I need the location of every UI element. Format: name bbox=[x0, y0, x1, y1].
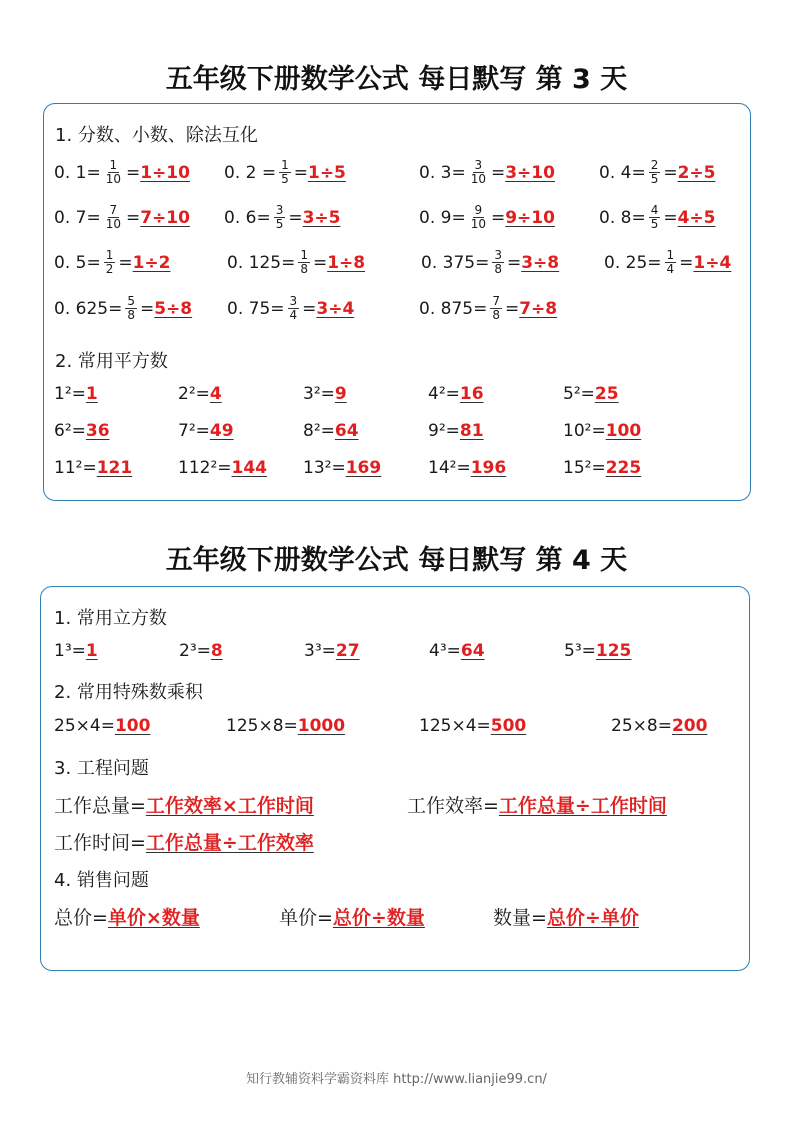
work-formula: 工作总量= 工作效率×工作时间 bbox=[54, 791, 314, 818]
answer: 1÷10 bbox=[140, 162, 190, 183]
section-work-title: 3. 工程问题 bbox=[54, 758, 149, 779]
answer: 单价×数量 bbox=[107, 907, 200, 929]
fraction-item: 0. 6= $\frac{3}{5}$ = 3÷5 bbox=[224, 203, 341, 231]
answer: 1÷8 bbox=[327, 252, 366, 273]
answer: 64 bbox=[460, 641, 485, 661]
answer: 200 bbox=[671, 716, 708, 736]
square-item: 9²= 81 bbox=[428, 421, 484, 441]
square-item: 3²= 9 bbox=[303, 384, 357, 404]
answer: 144 bbox=[231, 458, 268, 478]
answer: 4 bbox=[209, 384, 222, 404]
answer: 1÷2 bbox=[132, 252, 171, 273]
day3-title: 五年级下册数学公式 每日默写 第 3 天 bbox=[165, 64, 628, 95]
answer: 1000 bbox=[297, 716, 346, 736]
work-formula: 工作效率= 工作总量÷工作时间 bbox=[407, 791, 667, 818]
answer: 1÷5 bbox=[307, 162, 346, 183]
answer: 196 bbox=[470, 458, 507, 478]
fraction-item: 0. 625= $\frac{5}{8}$ = 5÷8 bbox=[54, 294, 193, 322]
fraction-item: 0. 8= $\frac{4}{5}$ = 4÷5 bbox=[599, 203, 716, 231]
answer: 81 bbox=[459, 421, 484, 441]
answer: 2÷5 bbox=[677, 162, 716, 183]
answer: 36 bbox=[85, 421, 110, 441]
section-products-title: 2. 常用特殊数乘积 bbox=[54, 682, 203, 703]
product-item: 125×8= 1000 bbox=[226, 716, 346, 736]
answer: 1 bbox=[85, 384, 98, 404]
fraction-item: 0. 875= $\frac{7}{8}$ = 7÷8 bbox=[419, 294, 558, 322]
fraction-item: 0. 9= $\frac{9}{10}$ = 9÷10 bbox=[419, 203, 555, 231]
answer: 100 bbox=[605, 421, 642, 441]
square-item: 6²= 36 bbox=[54, 421, 110, 441]
answer: 100 bbox=[114, 716, 151, 736]
fraction-item: 0. 375= $\frac{3}{8}$ = 3÷8 bbox=[421, 248, 560, 276]
answer: 121 bbox=[96, 458, 133, 478]
section-cubes-title: 1. 常用立方数 bbox=[54, 608, 167, 629]
answer: 4÷5 bbox=[677, 207, 716, 228]
cube-item: 2³= 8 bbox=[179, 641, 233, 661]
answer: 总价÷单价 bbox=[546, 907, 639, 929]
product-item: 25×8= 200 bbox=[611, 716, 708, 736]
square-item: 7²= 49 bbox=[178, 421, 234, 441]
answer: 25 bbox=[594, 384, 619, 404]
answer: 9÷10 bbox=[505, 207, 555, 228]
square-item: 14²= 196 bbox=[428, 458, 507, 478]
answer: 总价÷数量 bbox=[332, 907, 425, 929]
work-formula: 工作时间= 工作总量÷工作效率 bbox=[54, 828, 314, 855]
square-item: 5²= 25 bbox=[563, 384, 619, 404]
square-item: 13²= 169 bbox=[303, 458, 382, 478]
answer: 169 bbox=[345, 458, 382, 478]
answer: 27 bbox=[335, 641, 360, 661]
day3-box bbox=[43, 103, 751, 501]
answer: 工作总量÷工作时间 bbox=[498, 795, 667, 817]
square-item: 8²= 64 bbox=[303, 421, 359, 441]
section-fraction-title: 1. 分数、小数、除法互化 bbox=[55, 125, 258, 146]
answer: 9 bbox=[334, 384, 347, 404]
answer: 16 bbox=[459, 384, 484, 404]
sales-formula: 单价= 总价÷数量 bbox=[279, 903, 425, 930]
fraction-item: 0. 25= $\frac{1}{4}$ = 1÷4 bbox=[604, 248, 732, 276]
square-item: 1²= 1 bbox=[54, 384, 108, 404]
day4-box bbox=[40, 586, 750, 971]
answer: 1÷4 bbox=[693, 252, 732, 273]
answer: 7÷10 bbox=[140, 207, 190, 228]
section-squares-title: 2. 常用平方数 bbox=[55, 351, 168, 372]
cube-item: 4³= 64 bbox=[429, 641, 485, 661]
fraction-item: 0. 1= $\frac{1}{10}$ = 1÷10 bbox=[54, 158, 190, 186]
sales-formula: 数量= 总价÷单价 bbox=[493, 903, 639, 930]
day4-title: 五年级下册数学公式 每日默写 第 4 天 bbox=[165, 545, 628, 576]
fraction-item: 0. 125= $\frac{1}{8}$ = 1÷8 bbox=[227, 248, 366, 276]
square-item: 11²= 121 bbox=[54, 458, 133, 478]
answer: 49 bbox=[209, 421, 234, 441]
fraction-item: 0. 7= $\frac{7}{10}$ = 7÷10 bbox=[54, 203, 190, 231]
answer: 3÷8 bbox=[521, 252, 560, 273]
square-item: 15²= 225 bbox=[563, 458, 642, 478]
answer: 工作总量÷工作效率 bbox=[145, 832, 314, 854]
answer: 8 bbox=[210, 641, 223, 661]
answer: 64 bbox=[334, 421, 359, 441]
square-item: 112²= 144 bbox=[178, 458, 268, 478]
answer: 3÷4 bbox=[316, 298, 355, 319]
product-item: 25×4= 100 bbox=[54, 716, 151, 736]
square-item: 10²= 100 bbox=[563, 421, 642, 441]
answer: 1 bbox=[85, 641, 98, 661]
section-sales-title: 4. 销售问题 bbox=[54, 870, 149, 891]
fraction-item: 0. 4= $\frac{2}{5}$ = 2÷5 bbox=[599, 158, 716, 186]
footer-text: 知行教辅资料学霸资料库 http://www.lianjie99.cn/ bbox=[246, 1072, 547, 1087]
answer: 125 bbox=[595, 641, 632, 661]
cube-item: 3³= 27 bbox=[304, 641, 360, 661]
answer: 225 bbox=[605, 458, 642, 478]
sales-formula: 总价= 单价×数量 bbox=[54, 903, 200, 930]
answer: 7÷8 bbox=[519, 298, 558, 319]
square-item: 2²= 4 bbox=[178, 384, 232, 404]
answer: 5÷8 bbox=[154, 298, 193, 319]
cube-item: 5³= 125 bbox=[564, 641, 632, 661]
fraction-item: 0. 5= $\frac{1}{2}$ = 1÷2 bbox=[54, 248, 171, 276]
answer: 500 bbox=[490, 716, 527, 736]
fraction-item: 0. 3= $\frac{3}{10}$ = 3÷10 bbox=[419, 158, 555, 186]
fraction-item: 0. 2 = $\frac{1}{5}$ = 1÷5 bbox=[224, 158, 346, 186]
answer: 3÷5 bbox=[302, 207, 341, 228]
product-item: 125×4= 500 bbox=[419, 716, 527, 736]
fraction-item: 0. 75= $\frac{3}{4}$ = 3÷4 bbox=[227, 294, 355, 322]
answer: 工作效率×工作时间 bbox=[145, 795, 314, 817]
answer: 3÷10 bbox=[505, 162, 555, 183]
cube-item: 1³= 1 bbox=[54, 641, 108, 661]
square-item: 4²= 16 bbox=[428, 384, 484, 404]
